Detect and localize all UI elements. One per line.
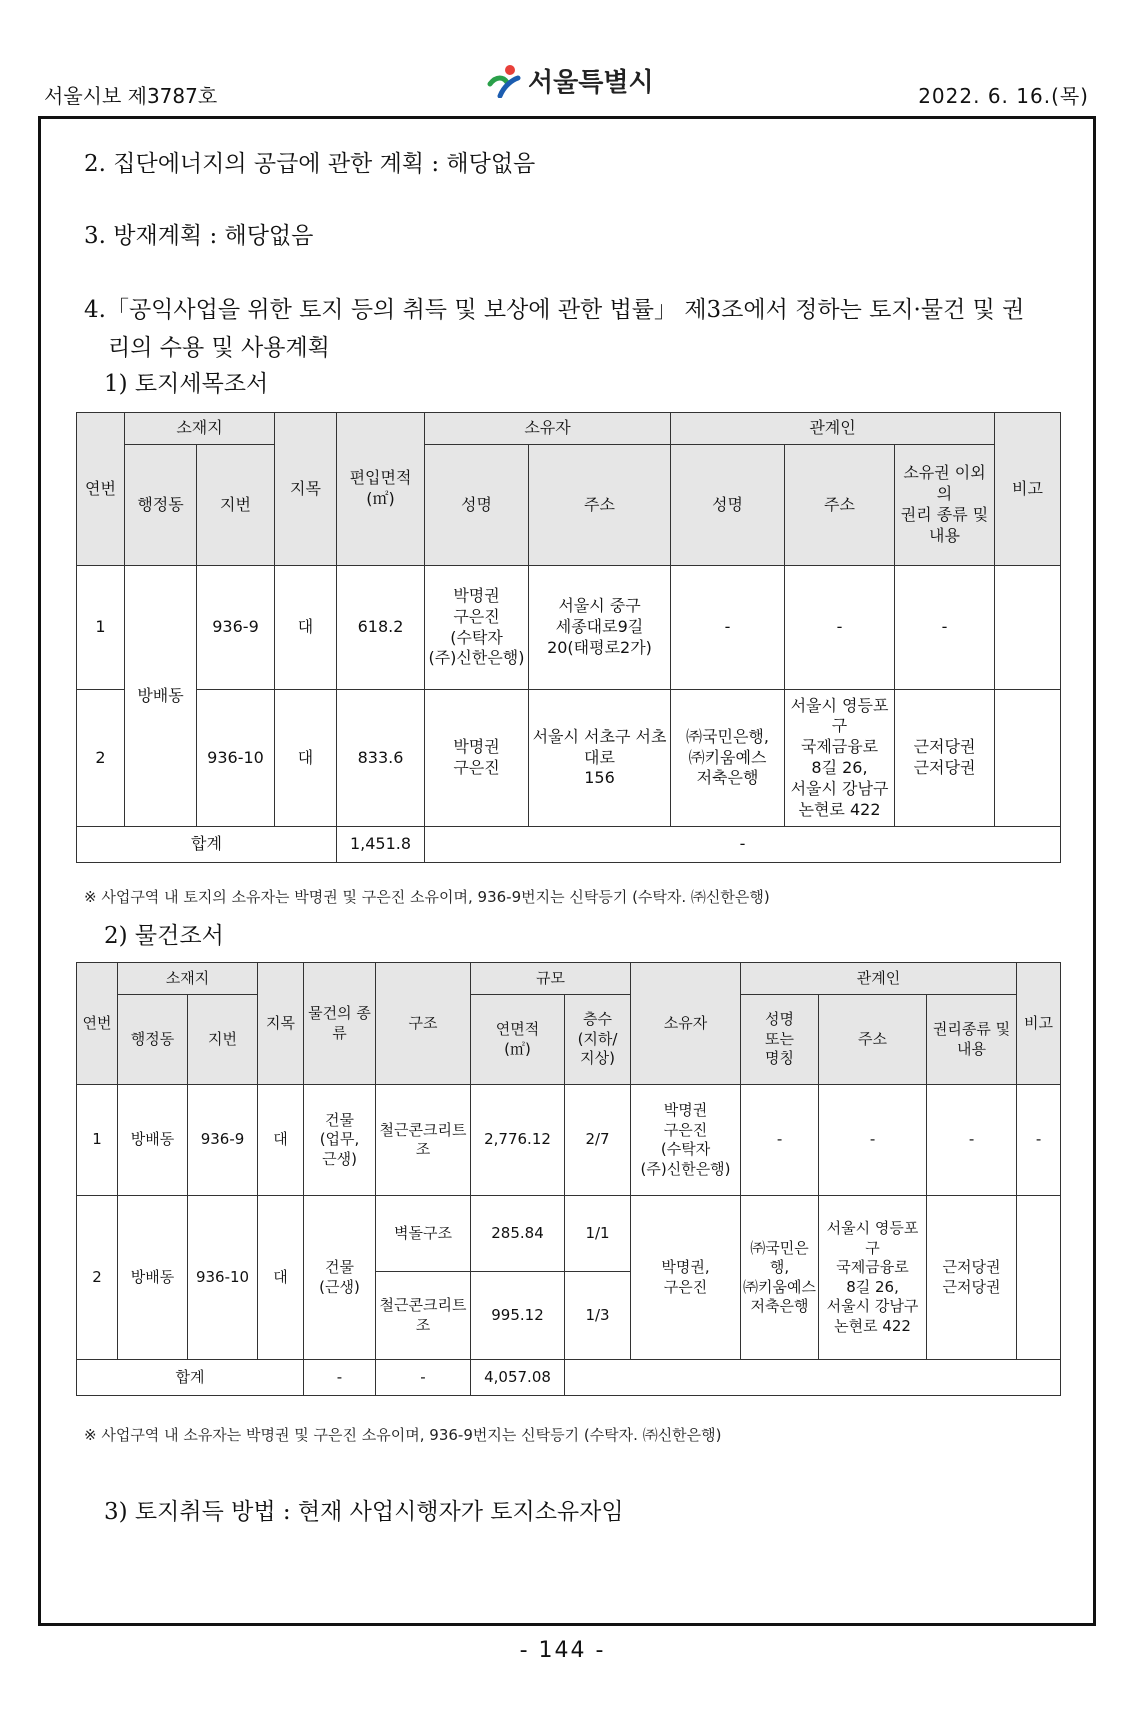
th-rel-rights: 권리종류 및 내용 xyxy=(927,995,1017,1085)
subsection-land: 1) 토지세목조서 xyxy=(104,371,269,397)
table-row xyxy=(77,1196,1061,1272)
section-4-line1: 4.「공익사업을 위한 토지 등의 취득 및 보상에 관한 법률」 제3조에서 정하는 토지·물건 및 권 xyxy=(84,297,1025,323)
th-owner-name: 성명 xyxy=(425,445,529,566)
page-number: - 144 - xyxy=(519,1638,606,1663)
cell-category: 대 xyxy=(275,690,337,827)
cell-remarks xyxy=(1017,1196,1061,1360)
cell-no: 2 xyxy=(77,1196,118,1360)
th-owner: 소유자 xyxy=(631,963,741,1085)
section-4-line2: 리의 수용 및 사용계획 xyxy=(108,335,330,361)
th-scale: 규모 xyxy=(471,963,631,995)
th-dong: 행정동 xyxy=(125,445,197,566)
cell-floor-area: 285.84 xyxy=(471,1196,565,1272)
cell-category: 대 xyxy=(258,1196,304,1360)
th-location: 소재지 xyxy=(125,413,275,445)
cell-lot: 936-10 xyxy=(188,1196,258,1360)
cell-no: 2 xyxy=(77,690,125,827)
th-category: 지목 xyxy=(258,963,304,1085)
cell-rel-name: - xyxy=(741,1085,819,1196)
th-remarks: 비고 xyxy=(1017,963,1061,1085)
cell-area: 833.6 xyxy=(337,690,425,827)
th-rel-name: 성명 xyxy=(671,445,785,566)
th-no: 연번 xyxy=(77,413,125,566)
cell-dong: 방배동 xyxy=(125,566,197,827)
cell-remarks: - xyxy=(1017,1085,1061,1196)
cell-floor-area: 2,776.12 xyxy=(471,1085,565,1196)
logo-text: 서울특별시 xyxy=(528,68,654,98)
total-label: 합계 xyxy=(77,827,337,863)
total-row xyxy=(77,827,1061,863)
seoul-logo xyxy=(486,62,654,99)
total-label: 합계 xyxy=(77,1360,304,1396)
th-structure: 구조 xyxy=(376,963,471,1085)
cell-owner-addr: 서울시 중구 세종대로9길 20(태평로2가) xyxy=(529,566,671,690)
cell-floors: 1/1 xyxy=(565,1196,631,1272)
cell-structure: 철근콘크리트조 xyxy=(376,1272,471,1360)
th-kind: 물건의 종류 xyxy=(304,963,376,1085)
th-related: 관계인 xyxy=(671,413,995,445)
cell-remarks xyxy=(995,566,1061,690)
cell-owner-name: 박명권 구은진 xyxy=(425,690,529,827)
total-area: 1,451.8 xyxy=(337,827,425,863)
item-table xyxy=(76,962,1061,1396)
item-note: ※ 사업구역 내 소유자는 박명권 및 구은진 소유이며, 936-9번지는 신탁등기 (수탁자. ㈜신한은행) xyxy=(84,1426,722,1444)
subsection-acquisition: 3) 토지취득 방법 : 현재 사업시행자가 토지소유자임 xyxy=(104,1499,624,1525)
cell-floors: 1/3 xyxy=(565,1272,631,1360)
cell-kind: 건물 (근생) xyxy=(304,1196,376,1360)
bulletin-issue: 서울시보 제3787호 xyxy=(44,84,218,108)
th-dong: 행정동 xyxy=(118,995,188,1085)
total-kind: - xyxy=(304,1360,376,1396)
total-area: 4,057.08 xyxy=(471,1360,565,1396)
cell-rel-name: ㈜국민은행, ㈜키움예스 저축은행 xyxy=(671,690,785,827)
table-row xyxy=(77,1085,1061,1196)
cell-kind: 건물 (업무, 근생) xyxy=(304,1085,376,1196)
cell-structure: 벽돌구조 xyxy=(376,1196,471,1272)
land-table xyxy=(76,412,1061,863)
th-area: 편입면적 (㎡) xyxy=(337,413,425,566)
th-category: 지목 xyxy=(275,413,337,566)
cell-owner: 박명권, 구은진 xyxy=(631,1196,741,1360)
th-owner-addr: 주소 xyxy=(529,445,671,566)
cell-rel-rights: - xyxy=(895,566,995,690)
cell-rel-rights: - xyxy=(927,1085,1017,1196)
cell-rel-rights: 근저당권 근저당권 xyxy=(927,1196,1017,1360)
th-location: 소재지 xyxy=(118,963,258,995)
cell-area: 618.2 xyxy=(337,566,425,690)
th-lot: 지번 xyxy=(197,445,275,566)
th-rel-addr: 주소 xyxy=(819,995,927,1085)
th-related: 관계인 xyxy=(741,963,1017,995)
cell-remarks xyxy=(995,690,1061,827)
cell-no: 1 xyxy=(77,1085,118,1196)
cell-lot: 936-9 xyxy=(197,566,275,690)
cell-floor-area: 995.12 xyxy=(471,1272,565,1360)
cell-rel-name: - xyxy=(671,566,785,690)
total-row xyxy=(77,1360,1061,1396)
section-3: 3. 방재계획 : 해당없음 xyxy=(84,223,314,249)
section-2: 2. 집단에너지의 공급에 관한 계획 : 해당없음 xyxy=(84,151,536,177)
th-floors: 층수 (지하/ 지상) xyxy=(565,995,631,1085)
th-floor-area: 연면적 (㎡) xyxy=(471,995,565,1085)
cell-rel-addr: - xyxy=(819,1085,927,1196)
th-rel-rights: 소유권 이외의 권리 종류 및 내용 xyxy=(895,445,995,566)
cell-category: 대 xyxy=(275,566,337,690)
cell-dong: 방배동 xyxy=(118,1196,188,1360)
th-rel-addr: 주소 xyxy=(785,445,895,566)
cell-rel-rights: 근저당권 근저당권 xyxy=(895,690,995,827)
cell-lot: 936-9 xyxy=(188,1085,258,1196)
seoul-logo-icon xyxy=(486,64,522,98)
th-owner: 소유자 xyxy=(425,413,671,445)
cell-lot: 936-10 xyxy=(197,690,275,827)
cell-structure: 철근콘크리트조 xyxy=(376,1085,471,1196)
subsection-items: 2) 물건조서 xyxy=(104,923,224,949)
land-note: ※ 사업구역 내 토지의 소유자는 박명권 및 구은진 소유이며, 936-9번지는 신탁등기 (수탁자. ㈜신한은행) xyxy=(84,888,770,906)
table-row xyxy=(77,566,1061,690)
cell-no: 1 xyxy=(77,566,125,690)
cell-owner: 박명권 구은진 (수탁자 (주)신한은행) xyxy=(631,1085,741,1196)
cell-category: 대 xyxy=(258,1085,304,1196)
cell-rel-addr: 서울시 영등포구 국제금융로 8길 26, 서울시 강남구 논현로 422 xyxy=(785,690,895,827)
cell-owner-addr: 서울시 서초구 서초대로 156 xyxy=(529,690,671,827)
th-rel-name: 성명 또는 명칭 xyxy=(741,995,819,1085)
total-rest xyxy=(565,1360,1061,1396)
th-no: 연번 xyxy=(77,963,118,1085)
th-remarks: 비고 xyxy=(995,413,1061,566)
cell-floors: 2/7 xyxy=(565,1085,631,1196)
total-structure: - xyxy=(376,1360,471,1396)
total-rest: - xyxy=(425,827,1061,863)
issue-date: 2022. 6. 16.(목) xyxy=(918,84,1089,108)
table-row xyxy=(77,690,1061,827)
cell-rel-addr: 서울시 영등포구 국제금융로 8길 26, 서울시 강남구 논현로 422 xyxy=(819,1196,927,1360)
cell-rel-addr: - xyxy=(785,566,895,690)
cell-dong: 방배동 xyxy=(118,1085,188,1196)
cell-rel-name: ㈜국민은행, ㈜키움예스 저축은행 xyxy=(741,1196,819,1360)
cell-owner-name: 박명권 구은진 (수탁자 (주)신한은행) xyxy=(425,566,529,690)
th-lot: 지번 xyxy=(188,995,258,1085)
